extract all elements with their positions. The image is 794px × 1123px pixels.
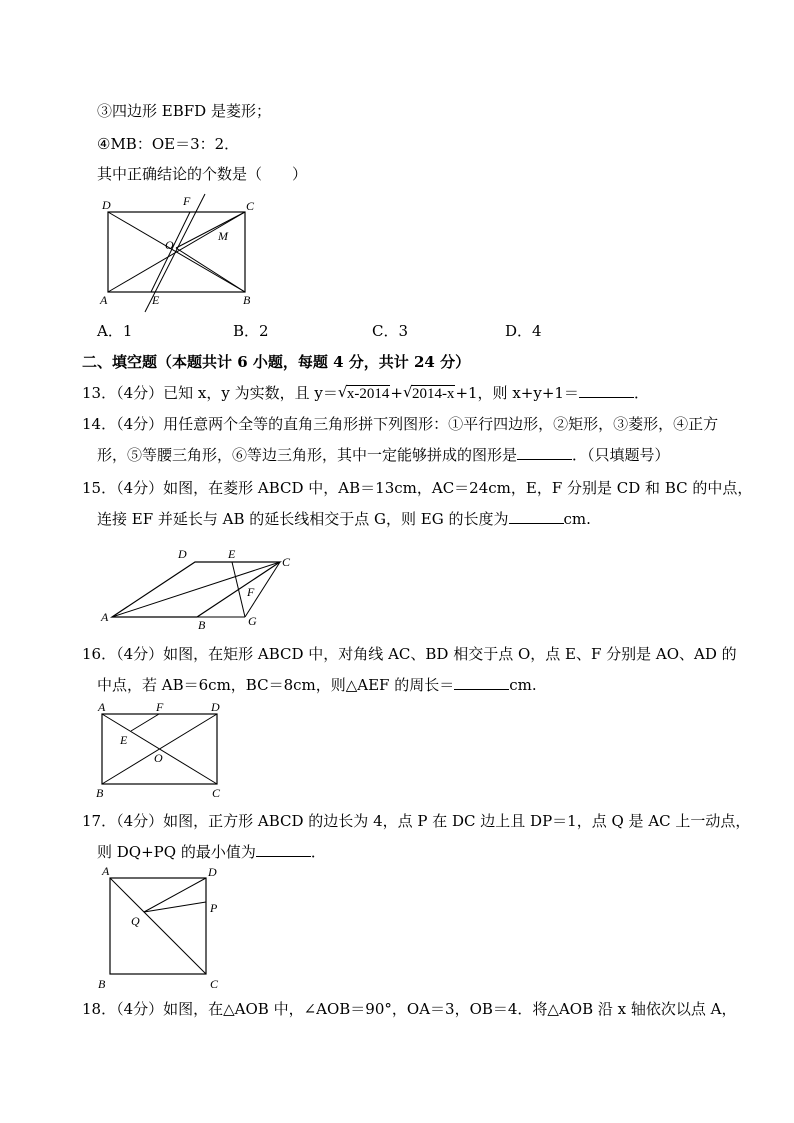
q15-line2: 连接 EF 并延长与 AB 的延长线相交于点 G，则 EG 的长度为 cm. <box>97 510 591 528</box>
option-c: C．3 <box>372 322 409 340</box>
q13-post: +1，则 x+y+1＝ <box>455 384 579 402</box>
label-B: B <box>243 293 251 307</box>
q13-pre: 已知 x，y 为实数，且 y＝ <box>163 384 338 402</box>
q16-line1: 16．（4分）如图，在矩形 ABCD 中，对角线 AC、BD 相交于点 O，点 E、F 分别是 AO、AD 的 <box>82 645 737 663</box>
q14-line1: 14．（4分）用任意两个全等的直角三角形拼下列图形：①平行四边形，②矩形，③菱形，④正方 <box>82 415 719 433</box>
label-A: A <box>101 610 109 624</box>
sqrt-2: √ 2014-x <box>402 383 455 402</box>
q12-stem: 其中正确结论的个数是（ ） <box>97 165 308 183</box>
q14-line2: 形，⑤等腰三角形，⑥等边三角形，其中一定能够拼成的图形是 ．（只填题号） <box>97 446 670 464</box>
q15-line1: 15．（4分）如图，在菱形 ABCD 中，AB＝13cm，AC＝24cm，E，F 分别是 CD 和 BC 的中点， <box>82 479 753 497</box>
label-A: A <box>100 293 108 307</box>
q13-score: （4分） <box>116 384 164 402</box>
label-B: B <box>198 618 206 632</box>
option-d: D．4 <box>505 322 542 340</box>
label-F: F <box>247 585 255 599</box>
label-B: B <box>96 786 104 800</box>
label-C: C <box>246 199 255 213</box>
q12-item4: ④MB：OE＝3：2． <box>97 135 240 153</box>
label-E: E <box>152 293 160 307</box>
q17-line1: 17．（4分）如图，正方形 ABCD 的边长为 4，点 P 在 DC 边上且 DP＝1，点 Q 是 AC 上一动点， <box>82 812 751 830</box>
label-F: F <box>183 194 191 208</box>
label-D: D <box>178 547 187 561</box>
q13: 13．（4分）已知 x，y 为实数，且 y＝ √ x-2014+ √ 2014-x+1，则 x+y+1＝ ． <box>82 383 649 402</box>
label-F: F <box>156 700 164 714</box>
label-E: E <box>120 733 128 747</box>
label-G: G <box>248 614 257 628</box>
label-D: D <box>211 700 220 714</box>
label-O: O <box>154 751 163 765</box>
label-C: C <box>210 977 219 991</box>
label-Q: Q <box>131 914 140 928</box>
label-D: D <box>208 865 217 879</box>
q18-line1: 18．（4分）如图，在△AOB 中，∠AOB＝90°，OA＝3，OB＝4．将△AOB 沿 x 轴依次以点 A， <box>82 1000 737 1018</box>
label-M: M <box>218 229 228 243</box>
option-a: A．1 <box>97 322 133 340</box>
label-C: C <box>212 786 221 800</box>
label-A: A <box>102 864 110 878</box>
q17-line2: 则 DQ+PQ 的最小值为 ． <box>97 843 326 861</box>
q16-line2: 中点，若 AB＝6cm，BC＝8cm，则△AEF 的周长＝ cm. <box>97 676 537 694</box>
label-P: P <box>210 901 218 915</box>
label-B: B <box>98 977 106 991</box>
q13-num: 13． <box>82 384 117 402</box>
label-C: C <box>282 555 291 569</box>
sqrt-1: √ x-2014 <box>337 383 390 402</box>
section-title: 二、填空题（本题共计 6 小题，每题 4 分，共计 24 分） <box>82 353 471 371</box>
q12-item3: ③四边形 EBFD 是菱形； <box>97 102 271 120</box>
label-D: D <box>102 198 111 212</box>
label-A: A <box>98 700 106 714</box>
label-O: O <box>165 238 174 252</box>
option-b: B．2 <box>233 322 269 340</box>
label-E: E <box>228 547 236 561</box>
